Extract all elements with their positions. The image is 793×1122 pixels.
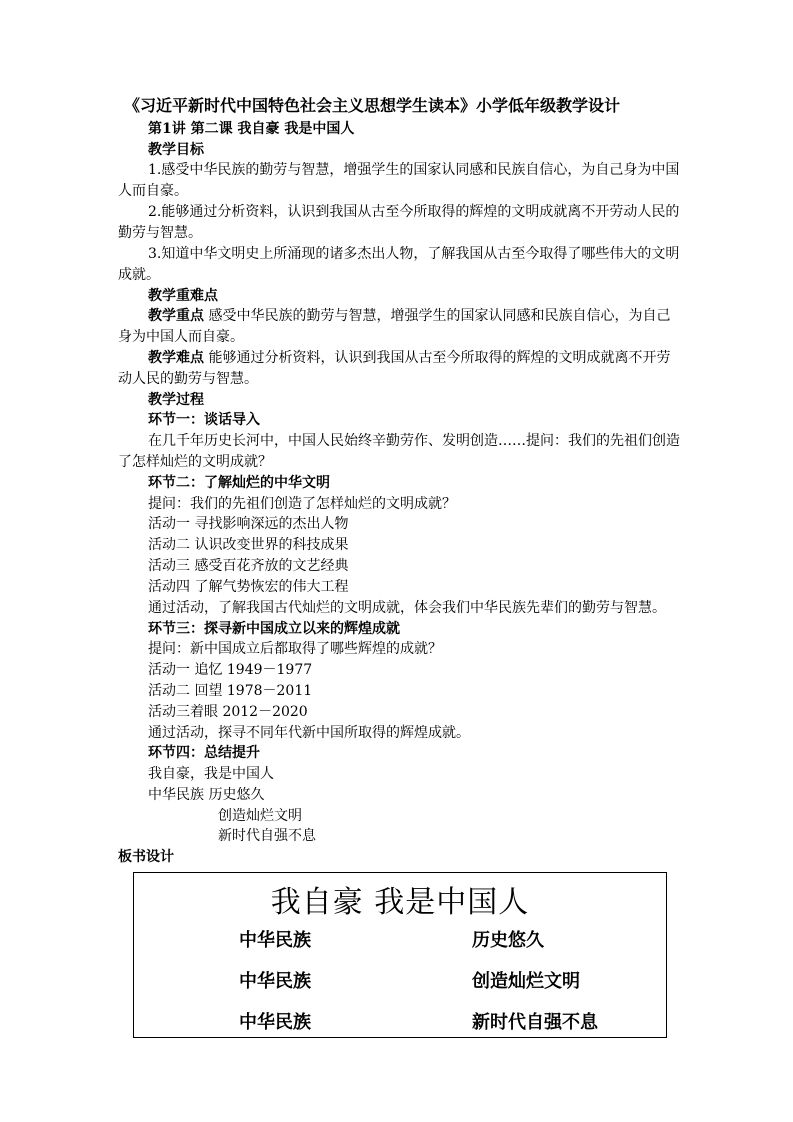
step-2-question: 提问：我们的先祖们创造了怎样灿烂的文明成就？ xyxy=(148,496,456,512)
objective-1-line-1: 1.感受中华民族的勤劳与智慧，增强学生的国家认同感和民族自信心，为自己身为中国 xyxy=(148,162,680,178)
board-row-3-right: 新时代自强不息 xyxy=(472,1012,598,1033)
board-row-3-left: 中华民族 xyxy=(239,1012,311,1033)
difficulty-line-1 xyxy=(148,348,670,368)
step-3-question: 提问：新中国成立后都取得了哪些辉煌的成就？ xyxy=(148,641,442,657)
key-point-text: 感受中华民族的勤劳与智慧，增强学生的国家认同感和民族自信心，为自己 xyxy=(204,308,671,324)
step-3-summary: 通过活动，探寻不同年代新中国所取得的辉煌成就。 xyxy=(148,725,470,741)
key-point-line-2: 身为中国人而自豪。 xyxy=(118,329,244,345)
step-3-activity-3: 活动三着眼 2012－2020 xyxy=(148,704,308,720)
board-title: 我自豪 我是中国人 xyxy=(270,885,530,920)
board-row-1-left: 中华民族 xyxy=(239,930,311,951)
board-row-2-left: 中华民族 xyxy=(239,971,311,992)
objective-1-line-2: 人而自豪。 xyxy=(118,183,188,199)
blackboard-design-box xyxy=(133,872,667,1038)
step-4-line-1: 我自豪，我是中国人 xyxy=(148,766,274,782)
keypoints-heading: 教学重难点 xyxy=(148,288,218,304)
step-2-summary: 通过活动，了解我国古代灿烂的文明成就，体会我们中华民族先辈们的勤劳与智慧。 xyxy=(148,600,666,616)
objective-3-line-2: 成就。 xyxy=(118,267,160,283)
step-2-activity-2: 活动二 认识改变世界的科技成果 xyxy=(148,537,349,553)
step-2-activity-1: 活动一 寻找影响深远的杰出人物 xyxy=(148,516,349,532)
objective-2-line-1: 2.能够通过分析资料，认识到我国从古至今所取得的辉煌的文明成就离不开劳动人民的 xyxy=(148,204,680,220)
step-3-title: 环节三：探寻新中国成立以来的辉煌成就 xyxy=(148,621,400,637)
step-2-title: 环节二：了解灿烂的中华文明 xyxy=(148,475,330,491)
difficulty-line-2: 动人民的勤劳与智慧。 xyxy=(118,371,258,387)
step-4-line-3: 创造灿烂文明 xyxy=(218,808,302,824)
objective-3-line-1: 3.知道中华文明史上所涌现的诸多杰出人物，了解我国从古至今取得了哪些伟大的文明 xyxy=(148,246,680,262)
document-title: 《习近平新时代中国特色社会主义思想学生读本》小学低年级教学设计 xyxy=(124,96,621,115)
board-heading: 板书设计 xyxy=(118,849,174,865)
step-3-activity-2: 活动二 回望 1978－2011 xyxy=(148,683,313,699)
board-row-2-right: 创造灿烂文明 xyxy=(472,971,580,992)
step-1-title: 环节一：谈话导入 xyxy=(148,412,260,428)
lesson-title: 第1讲 第二课 我自豪 我是中国人 xyxy=(148,121,355,137)
difficulty-text: 能够通过分析资料，认识到我国从古至今所取得的辉煌的文明成就离不开劳 xyxy=(204,350,671,366)
difficulty-label: 教学难点 xyxy=(148,350,204,366)
step-2-activity-3: 活动三 感受百花齐放的文艺经典 xyxy=(148,558,349,574)
objective-2-line-2: 勤劳与智慧。 xyxy=(118,225,202,241)
key-point-line-1 xyxy=(148,306,670,326)
process-heading: 教学过程 xyxy=(148,392,204,408)
step-2-activity-4: 活动四 了解气势恢宏的伟大工程 xyxy=(148,579,349,595)
board-row-1-right: 历史悠久 xyxy=(472,930,544,951)
step-3-activity-1: 活动一 追忆 1949－1977 xyxy=(148,662,313,678)
objectives-heading: 教学目标 xyxy=(148,142,204,158)
step-4-line-2: 中华民族 历史悠久 xyxy=(148,787,265,803)
key-point-label: 教学重点 xyxy=(148,308,204,324)
step-4-line-4: 新时代自强不息 xyxy=(218,828,316,844)
step-4-title: 环节四：总结提升 xyxy=(148,745,260,761)
step-1-line-1: 在几千年历史长河中，中国人民始终辛勤劳作、发明创造……提问：我们的先祖们创造 xyxy=(148,433,680,449)
step-1-line-2: 了怎样灿烂的文明成就？ xyxy=(118,454,272,470)
